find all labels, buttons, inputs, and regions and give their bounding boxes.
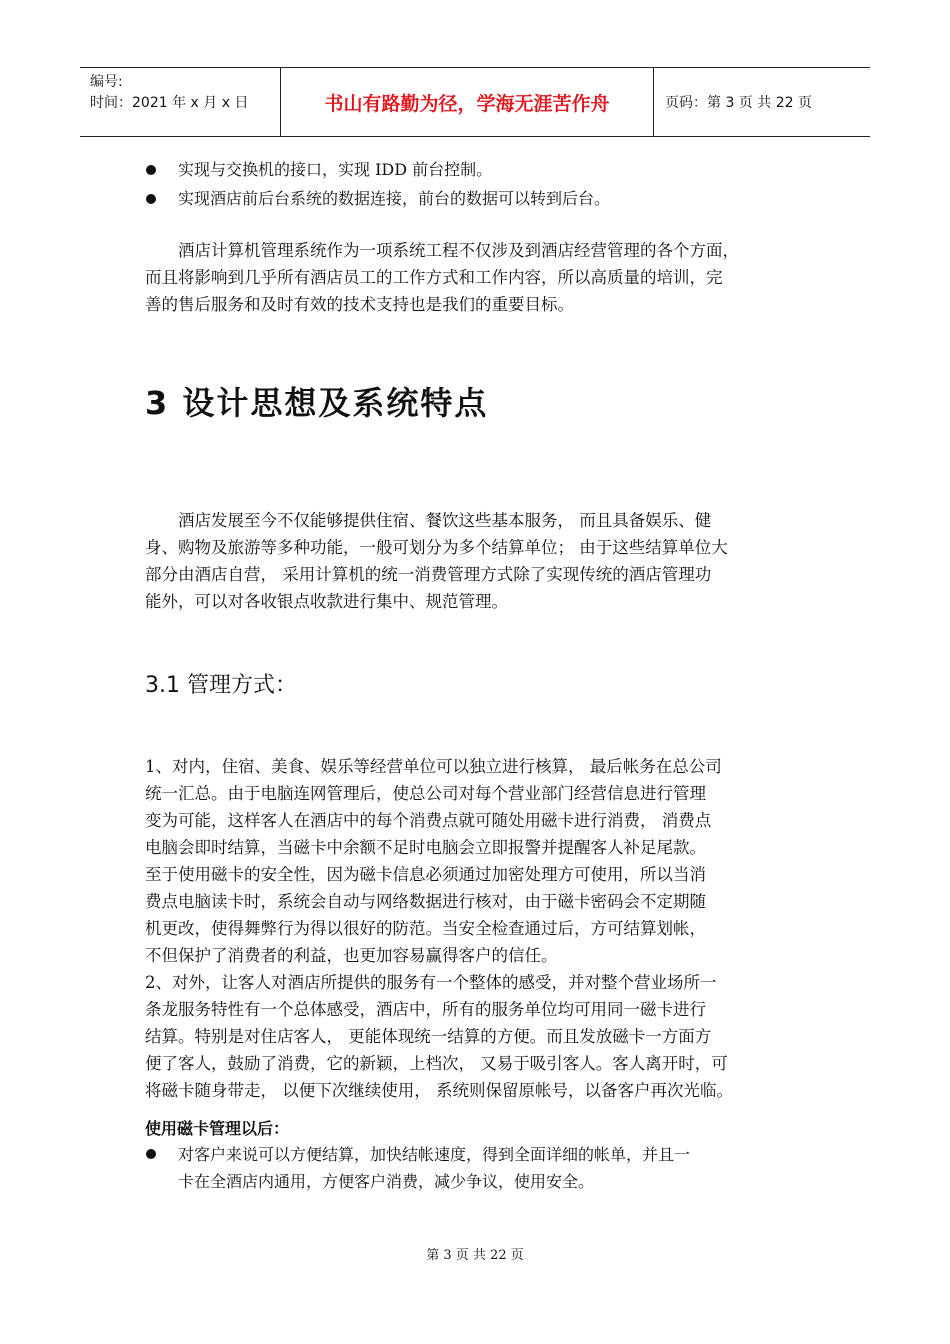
header-time-label: 时间：2021 年 x 月 x 日 [90,95,249,111]
paragraph-line: 便了客人，鼓励了消费，它的新颖，上档次， 又易于吸引客人。客人离开时，可 [145,1054,728,1073]
paragraph-line: 条龙服务特性有一个总体感受，酒店中，所有的服务单位均可用同一磁卡进行 [145,1000,706,1019]
list-item-line: 卡在全酒店内通用，方便客户消费，减少争议，使用安全。 [178,1172,595,1191]
header-number-label: 编号: [90,74,123,90]
paragraph-line: 能外，可以对各收银点收款进行集中、规范管理。 [145,592,508,611]
paragraph-line: 2、对外，让客人对酒店所提供的服务有一个整体的感受，并对整个营业场所一 [145,973,717,992]
header-page-info: 页码：第 3 页 共 22 页 [665,95,812,111]
list-item-text: 实现酒店前后台系统的数据连接，前台的数据可以转到后台。 [178,189,611,208]
section-title: 3 设计思想及系统特点 [145,384,489,422]
paragraph-line: 结算。特别是对住店客人， 更能体现统一结算的方便。而且发放磁卡一方面方 [145,1027,712,1046]
header-divider [653,68,654,136]
paragraph-line: 而且将影响到几乎所有酒店员工的工作方式和工作内容，所以高质量的培训，完 [145,268,723,287]
list-item-text: 实现与交换机的接口，实现 IDD 前台控制。 [178,160,493,179]
paragraph-line: 变为可能，这样客人在酒店中的每个消费点就可随处用磁卡进行消费， 消费点 [145,811,712,830]
paragraph-line: 电脑会即时结算，当磁卡中余额不足时电脑会立即报警并提醒客人补足尾款。 [145,838,706,857]
paragraph-line: 至于使用磁卡的安全性，因为磁卡信息必须通过加密处理方可使用，所以当消 [145,865,706,884]
paragraph-line: 善的售后服务和及时有效的技术支持也是我们的重要目标。 [145,295,574,314]
page-header [80,67,870,137]
paragraph-line: 将磁卡随身带走， 以便下次继续使用， 系统则保留原帐号，以备客户再次光临。 [145,1081,733,1100]
list-item-line: 对客户来说可以方便结算，加快结帐速度，得到全面详细的帐单，并且一 [178,1145,691,1164]
paragraph-line: 部分由酒店自营， 采用计算机的统一消费管理方式除了实现传统的酒店管理功 [145,565,712,584]
subsection-title: 3.1 管理方式： [145,673,297,698]
bullet-icon [146,194,156,204]
management-paragraph [145,753,805,1104]
bullet-icon [146,165,156,175]
bullet-icon [146,1149,156,1159]
header-meta [90,72,276,114]
paragraph-line: 费点电脑读卡时，系统会自动与网络数据进行核对，由于磁卡密码会不定期随 [145,892,706,911]
paragraph-line: 机更改，使得舞弊行为得以很好的防范。当安全检查通过后，方可结算划帐， [145,919,706,938]
paragraph-line: 不但保护了消费者的利益，也更加容易赢得客户的信任。 [145,946,558,965]
paragraph-line: 酒店计算机管理系统作为一项系统工程不仅涉及到酒店经营管理的各个方面， [178,241,739,260]
paragraph-line: 身、购物及旅游等多种功能，一般可划分为多个结算单位； 由于这些结算单位大 [145,538,728,557]
section-paragraph [145,507,805,615]
paragraph-line: 酒店发展至今不仅能够提供住宿、餐饮这些基本服务， 而且具备娱乐、健 [178,511,712,530]
paragraph-line: 1、对内，住宿、美食、娱乐等经营单位可以独立进行核算， 最后帐务在总公司 [145,757,722,776]
header-motto: 书山有路勤为径，学海无涯苦作舟 [324,92,610,115]
page-footer: 第 3 页 共 22 页 [426,1248,524,1263]
paragraph-line: 统一汇总。由于电脑连网管理后，使总公司对每个营业部门经营信息进行管理 [145,784,706,803]
after-card-label: 使用磁卡管理以后： [145,1119,290,1138]
list-item-text [178,1141,690,1195]
intro-paragraph [145,237,805,318]
